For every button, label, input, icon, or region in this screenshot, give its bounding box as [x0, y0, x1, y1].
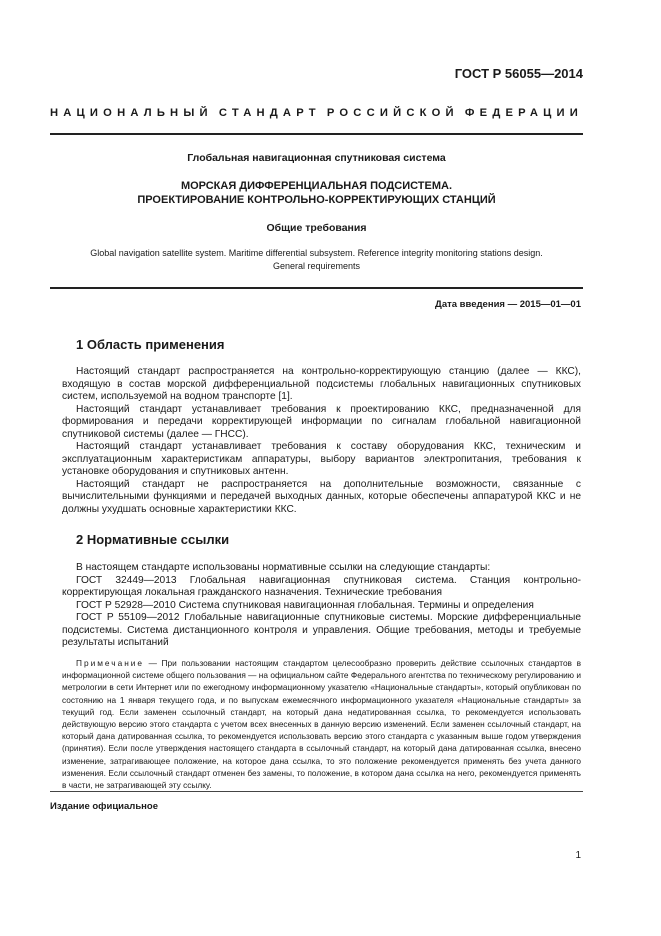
title-divider — [50, 287, 583, 289]
paragraph: Настоящий стандарт устанавливает требования к составу оборудования ККС, техническим и эксплуатационным характеристикам аппаратуры, выбору вариантов электропитания, требования к установке оборудования и спутниковых антенн. — [62, 441, 581, 477]
section-1-body — [62, 366, 581, 516]
edition-label: Издание официальное — [50, 801, 158, 812]
reference-item: ГОСТ 32449—2013 Глобальная навигационная спутниковая система. Станция контрольно-корректирующая локальная гражданского назначения. Технические требования — [62, 574, 581, 598]
paragraph: В настоящем стандарте использованы нормативные ссылки на следующие стандарты: — [76, 562, 491, 573]
english-title-line: Global navigation satellite system. Maritime differential subsystem. Reference integrity monitoring stations design. — [90, 248, 543, 258]
section-2-heading: 2 Нормативные ссылки — [76, 532, 230, 547]
banner-word: СТАНДАРТ — [218, 107, 321, 119]
system-title: Глобальная навигационная спутниковая система — [187, 152, 446, 164]
main-title-line: ПРОЕКТИРОВАНИЕ КОНТРОЛЬНО-КОРРЕКТИРУЮЩИХ СТАНЦИЙ — [137, 194, 496, 206]
footer-divider — [50, 791, 583, 792]
note-label: Примечание — [76, 658, 145, 668]
note-block — [62, 657, 581, 791]
english-title-line: General requirements — [272, 261, 361, 271]
top-divider — [50, 133, 583, 135]
banner-word: ФЕДЕРАЦИИ — [464, 107, 583, 119]
national-standard-banner — [50, 107, 583, 119]
document-number: ГОСТ Р 56055—2014 — [454, 66, 583, 81]
date-of-introduction: Дата введения — 2015—01—01 — [435, 299, 581, 310]
main-title — [50, 179, 583, 207]
paragraph: Настоящий стандарт не распространяется на дополнительные возможности, связанные с вычислительными функциями и передачей выходных данных, которые обеспечены аппаратурой ККС и не должны ухудшать основные характеристики ККС. — [62, 478, 581, 515]
reference-item: ГОСТ Р 52928—2010 Система спутниковая навигационная глобальная. Термины и определения — [76, 599, 534, 611]
section-1-heading: 1 Область применения — [76, 337, 225, 352]
note-paragraph — [62, 657, 581, 791]
note-text: — При пользовании настоящим стандартом целесообразно проверить действие ссылочных стандартов в информационной системе общего пользования — на официальном сайте Федерального агентства по техническому регулированию и метрологии в сети Интернет или по ежегодному информационному указателю «Национальные стандарты», который опубликован по состоянию на 1 января текущего года, и по выпускам ежемесячного информационного указателя «Национальные стандарты» за текущий год. Если заменен ссылочный стандарт, на который дана недатированная ссылка, то рекомендуется использовать действующую версию этого стандарта с учетом всех внесенных в данную версию изменений. Если заменен ссылочный стандарт, на который дана датированная ссылка, то рекомендуется использовать версию этого стандарта с указанным выше годом утверждения (принятия). Если после утверждения настоящего стандарта в ссылочный стандарт, на который дана датированная ссылка, внесено изменение, затрагивающее положение, на которое дана ссылка, то это положение рекомендуется применять без учета данного изменения. Если ссылочный стандарт отменен без замены, то положение, в котором дана ссылка на него, рекомендуется применять в части, не затрагивающей эту ссылку. — [62, 658, 581, 791]
english-title — [50, 247, 583, 273]
paragraph: Настоящий стандарт устанавливает требования к проектированию ККС, предназначенной для формирования и передачи корректирующей информации по сигналам глобальной навигационной спутниковой системы (далее — ГНСС). — [62, 403, 581, 440]
banner-word: НАЦИОНАЛЬНЫЙ — [50, 107, 213, 119]
section-2-body — [62, 562, 581, 650]
banner-word: РОССИЙСКОЙ — [326, 107, 459, 119]
reference-item: ГОСТ Р 55109—2012 Глобальные навигационные спутниковые системы. Морские дифференциальные подсистемы. Система дистанционного контроля и управления. Общие требования, методы и требуемые результаты испытаний — [62, 612, 581, 648]
main-title-line: МОРСКАЯ ДИФФЕРЕНЦИАЛЬНАЯ ПОДСИСТЕМА. — [180, 180, 453, 192]
requirements-title: Общие требования — [266, 222, 367, 234]
page-number: 1 — [575, 850, 581, 861]
paragraph: Настоящий стандарт распространяется на контрольно-корректирующую станцию (далее — ККС), входящую в состав морской дифференциальной подсистемы глобальных навигационных спутниковых систем, используемой на водном транспорте [1]. — [62, 366, 581, 402]
